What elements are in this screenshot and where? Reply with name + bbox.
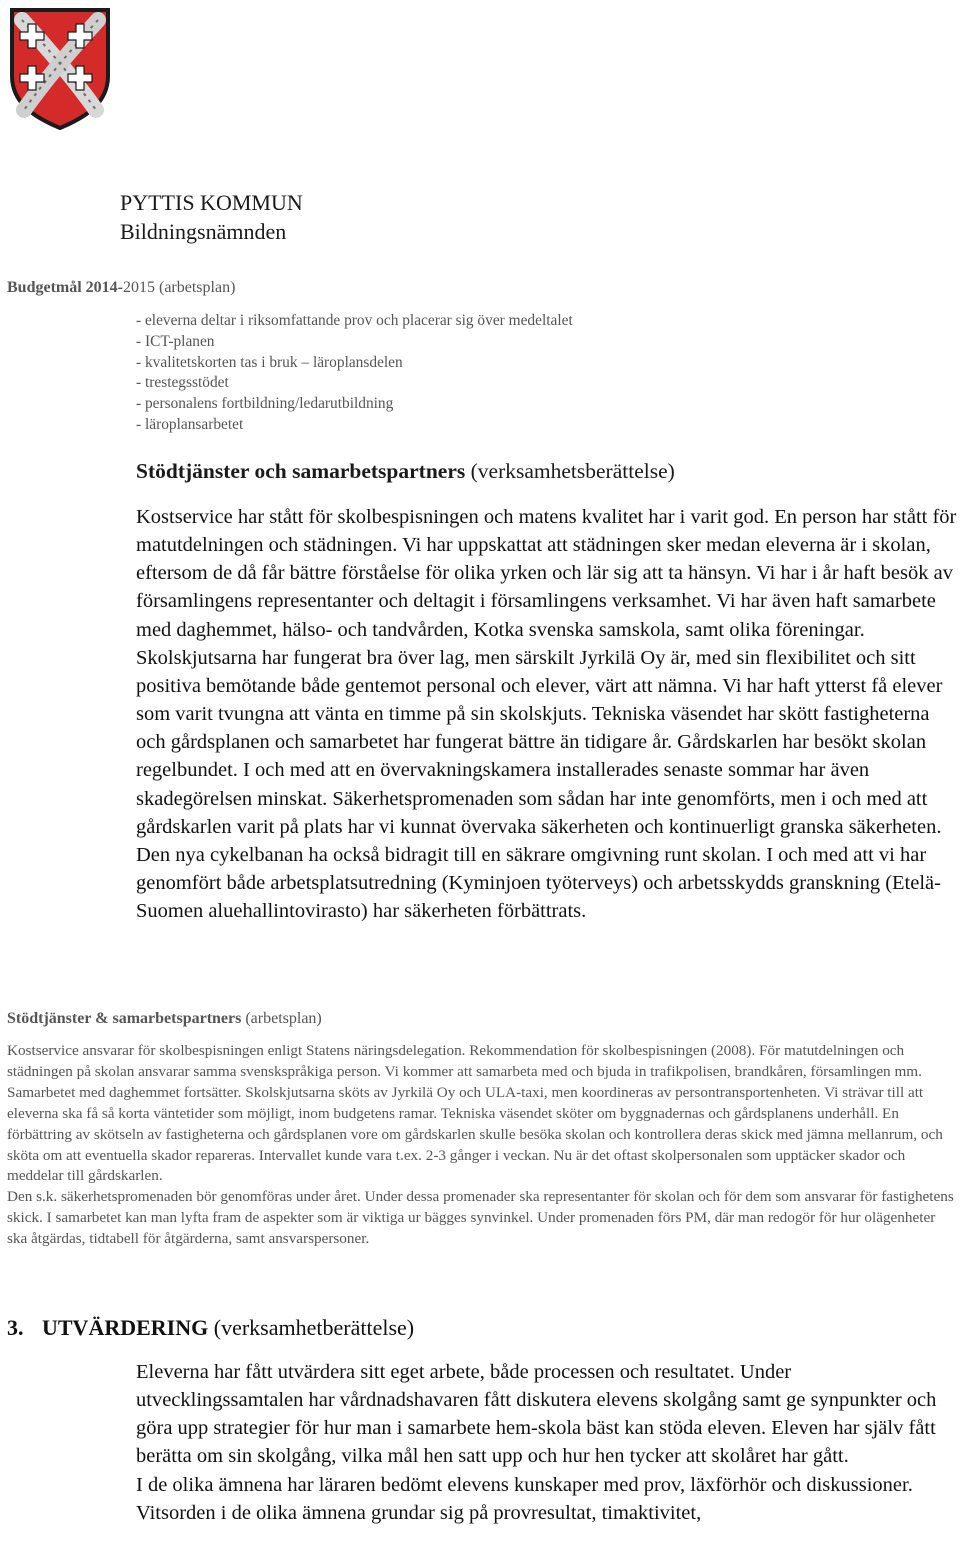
- support-plan-heading-bold: Stödtjänster & samarbetspartners: [7, 1010, 242, 1027]
- board-name: Bildningsnämnden: [120, 219, 287, 244]
- section-number: 3.: [7, 1315, 24, 1340]
- support-plan-paragraph: Kostservice ansvarar för skolbespisningen enligt Statens näringsdelegation. Rekommendation för skolbespisningen (2008). För matutdelningen och städningen på skolan ansvarar samma svenskspråkiga person. Vi kommer att samarbeta med och bjuda in trafikpolisen, brandkåren, församlingen mm. Samarbetet med daghemmet fortsätter. Skolskjutsarna sköts av Jyrkilä Oy och ULA-taxi, men koordineras av persontransportenheten. Vi strävar till att eleverna ska få så korta väntetider som möjligt, inom budgetens ramar. Tekniska väsendet sköter om byggnadernas och gårdsplanens underhåll. En förbättring av skötseln av fastigheterna och gårdsplanen vore om gårdskarlen skulle besöka skolan och kontrollera deras skick med jämna mellanrum, och sköta om att eventuella skador repareras. Intervallet kunde vara t.ex. 2-3 gånger i veckan. Nu är det oftast skolpersonalen som upptäcker skador och meddelar till gårdskarlen.: [7, 1042, 943, 1185]
- budget-goals-heading-rest: 2015 (arbetsplan): [123, 279, 236, 296]
- budget-goals-heading-bold: Budgetmål 2014-: [7, 279, 123, 296]
- list-item: - ICT-planen: [136, 332, 215, 350]
- evaluation-heading-rest: (verksamhetberättelse): [208, 1315, 415, 1340]
- support-services-heading-bold: Stödtjänster och samarbetspartners: [136, 459, 466, 483]
- support-plan-paragraph: Den s.k. säkerhetspromenaden bör genomföras under året. Under dessa promenader ska representanter för skolan och för dem som ansvarar för fastighetens skick. I samarbetet kan man lyfta fram de aspekter som är viktiga ur bägges synvinkel. Under promenaden förs PM, där man redogör för hur olägenheter ska åtgärdas, tidtabell för åtgärderna, samt ansvarspersoner.: [7, 1188, 954, 1248]
- coat-of-arms-icon: [8, 6, 112, 130]
- support-services-report-heading: [136, 459, 675, 484]
- support-services-plan-text: [7, 1041, 959, 1250]
- support-plan-heading-rest: (arbetsplan): [241, 1010, 322, 1027]
- support-services-heading-rest: (verksamhetsberättelse): [465, 459, 675, 483]
- list-item: - trestegsstödet: [136, 374, 229, 392]
- list-item: - eleverna deltar i riksomfattande prov och placerar sig över medeltalet: [136, 312, 573, 329]
- budget-goals-list: [136, 311, 573, 436]
- support-services-report-text: Kostservice har stått för skolbespisningen och matens kvalitet har i varit god. En person har stått för matutdelningen och städningen. Vi har uppskattat att städningen sker medan eleverna är i skolan, eftersom de då får bättre förståelse för olika yrken och lär sig att ta hänsyn. Vi har i år haft besök av församlingens representanter och deltagit i församlingens verksamhet. Vi har även haft samarbete med daghemmet, hälso- och tandvården, Kotka svenska samskola, samt olika föreningar. Skolskjutsarna har fungerat bra över lag, men särskilt Jyrkilä Oy är, med sin flexibilitet och sitt positiva bemötande både gentemot personal och elever, värt att nämna. Vi har haft ytterst få elever som varit tvungna att vänta en timme på sin skolskjuts. Tekniska väsendet har skött fastigheterna och gårdsplanen och samarbetet har fungerat bättre än tidigare år. Gårdskarlen har besökt skolan regelbundet. I och med att en övervakningskamera installerades senaste sommar har även skadegörelsen minskat. Säkerhetspromenaden som sådan har inte genomförts, men i och med att gårdskarlen varit på plats har vi kunnat övervaka säkerheten och kontinuerligt granska säkerheten. Den nya cykelbanan ha också bidragit till en säkrare omgivning runt skolan. I och med att vi har genomfört både arbetsplatsutredning (Kyminjoen työterveys) och arbetsskydds granskning (Etelä-Suomen aluehallintovirasto) har säkerheten förbättrats.: [136, 506, 957, 923]
- municipal-coat-of-arms: [8, 6, 112, 130]
- evaluation-heading: [7, 1315, 414, 1341]
- document-header: [120, 188, 303, 246]
- evaluation-heading-bold: UTVÄRDERING: [42, 1315, 209, 1340]
- support-services-plan-heading: [7, 1010, 322, 1028]
- budget-goals-heading: [7, 279, 235, 297]
- evaluation-paragraph: I de olika ämnena har läraren bedömt elevens kunskaper med prov, läxförhör och diskussioner. Vitsorden i de olika ämnena grundar sig på provresultat, timaktivitet,: [136, 1473, 913, 1524]
- municipality-name: PYTTIS KOMMUN: [120, 190, 303, 215]
- list-item: - personalens fortbildning/ledarutbildning: [136, 395, 394, 413]
- evaluation-text: [136, 1358, 960, 1527]
- evaluation-paragraph: Eleverna har fått utvärdera sitt eget arbete, både processen och resultatet. Under utvecklingssamtalen har vårdnadshavaren fått diskutera elevens skolgång samt ge synpunkter och göra upp strategier för hur man i samarbete hem-skola bäst kan stöda eleven. Eleven har själv fått berätta om sin skolgång, vilka mål hen satt upp och hur hen tycker att skolåret har gått.: [136, 1361, 937, 1468]
- list-item: - kvalitetskorten tas i bruk – läroplansdelen: [136, 353, 403, 371]
- list-item: - läroplansarbetet: [136, 415, 244, 433]
